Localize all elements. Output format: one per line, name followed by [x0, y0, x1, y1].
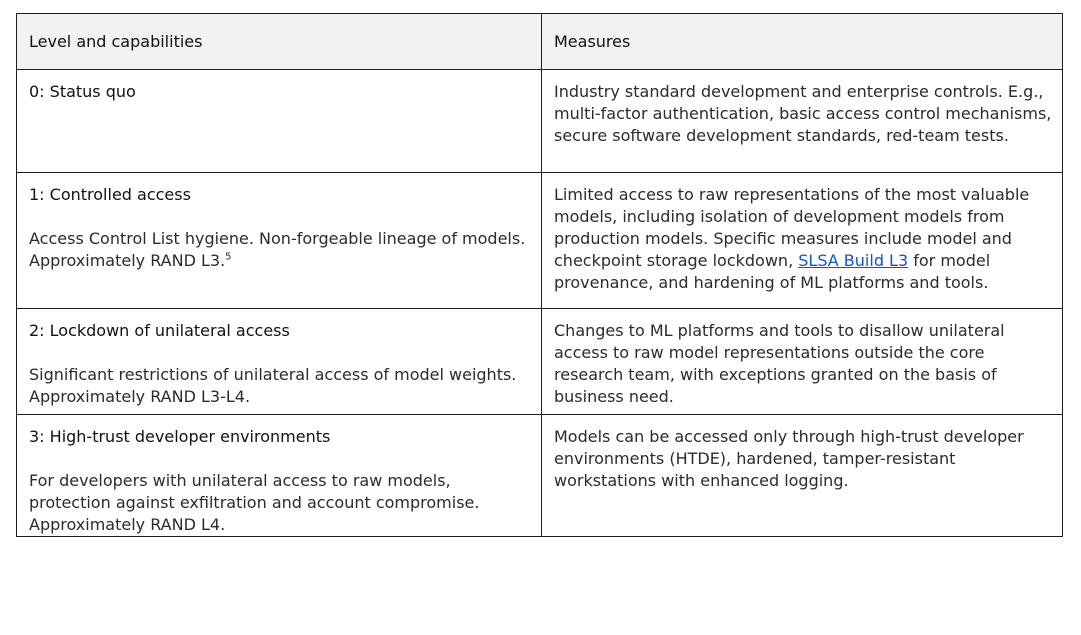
- level-cell: [17, 173, 542, 309]
- level-title: 1: Controlled access: [29, 185, 191, 204]
- level-title: 2: Lockdown of unilateral access: [29, 321, 290, 340]
- measures-text: [554, 185, 1029, 292]
- level-cell: [17, 415, 542, 537]
- header-level-capabilities: Level and capabilities: [17, 14, 542, 70]
- measures-cell: [542, 415, 1063, 537]
- measures-text: Industry standard development and enterprise controls. E.g., multi-factor authentication, basic access control mechanisms, secure software development standards, red-team tests.: [554, 82, 1052, 145]
- level-cell: [17, 309, 542, 415]
- header-measures: Measures: [542, 14, 1063, 70]
- table-header-row: [17, 14, 1063, 70]
- level-description: [29, 228, 531, 272]
- slsa-build-l3-link[interactable]: SLSA Build L3: [798, 251, 909, 270]
- level-description: For developers with unilateral access to raw models, protection against exfiltration and account compromise. Approximately RAND L4.: [29, 471, 480, 534]
- level-title: 3: High-trust developer environments: [29, 427, 331, 446]
- measures-cell: [542, 173, 1063, 309]
- level-cell: [17, 70, 542, 173]
- measures-text-after-link: for model provenance, and hardening of ML platforms and tools.: [554, 251, 991, 292]
- security-levels-table: [16, 13, 1063, 537]
- footnote-reference: 5: [225, 251, 232, 263]
- measures-text: Models can be accessed only through high-trust developer environments (HTDE), hardened, tamper-resistant workstations with enhanced logging.: [554, 427, 1024, 490]
- table-row: [17, 309, 1063, 415]
- level-description: Significant restrictions of unilateral access of model weights. Approximately RAND L3-L4.: [29, 365, 517, 406]
- level-description-text: Access Control List hygiene. Non-forgeable lineage of models. Approximately RAND L3.: [29, 229, 526, 270]
- measures-cell: [542, 309, 1063, 415]
- measures-text-before-link: Limited access to raw representations of the most valuable models, including isolation of development models from production models. Specific measures include model and checkpoint storage lockdown,: [554, 185, 1030, 270]
- table-row: [17, 173, 1063, 309]
- measures-text: Changes to ML platforms and tools to disallow unilateral access to raw model representations outside the core research team, with exceptions granted on the basis of business need.: [554, 321, 1005, 406]
- level-title: 0: Status quo: [29, 82, 136, 101]
- table-row: [17, 415, 1063, 537]
- measures-cell: [542, 70, 1063, 173]
- table-row: [17, 70, 1063, 173]
